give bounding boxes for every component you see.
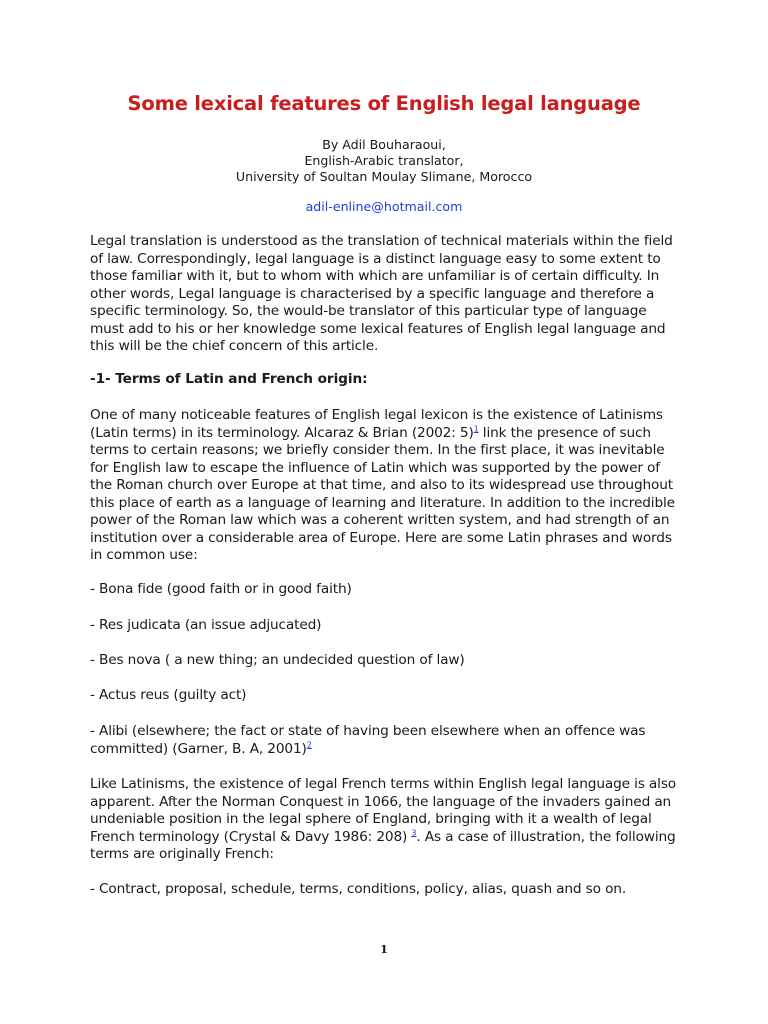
section-heading: -1- Terms of Latin and French origin: (90, 371, 368, 387)
alibi-text: - Alibi (elsewhere; the fact or state of having been elsewhere when an offence was committed) (Garner, B. A, 2001) (90, 723, 646, 757)
french-paragraph-text-1: Like Latinisms, the existence of legal French terms within English legal language is also apparent. After the Norman Conquest in 1066, the language of the invaders gained an undeniable position in the legal sphere of England, bringing with it a wealth of legal French terminology (Crystal & Davy 1986: 208) (90, 776, 677, 845)
french-paragraph-text-2: . As a case of illustration, the following terms are originally French: (90, 828, 676, 862)
intro-paragraph: Legal translation is understood as the translation of technical materials within the field of law. Correspondingly, legal language is a distinct language easy to some extent to those familiar with it, but to whom with which are unfamiliar is of certain difficulty. In other words, Legal language is characterised by a specific language and therefore a specific terminology. So, the would-be translator of this particular type of language must add to his or her knowledge some lexical features of English legal language and this will be the chief concern of this article. (90, 233, 673, 354)
latin-term-item-alibi (90, 723, 690, 758)
french-term-item: - Contract, proposal, schedule, terms, conditions, policy, alias, quash and so on. (90, 881, 627, 897)
latin-term-item: - Actus reus (guilty act) (90, 687, 247, 703)
french-paragraph (90, 776, 680, 864)
page-number: 1 (379, 942, 388, 956)
email-line (0, 199, 768, 215)
email-link[interactable]: adil-enline@hotmail.com (305, 199, 463, 214)
latin-term-item: - Bona fide (good faith or in good faith) (90, 581, 352, 597)
footnote-ref-1[interactable]: 1 (473, 423, 479, 433)
footnote-ref-3[interactable]: 3 (411, 827, 417, 837)
author-byline (0, 137, 768, 185)
latin-term-item: - Bes nova ( a new thing; an undecided question of law) (90, 652, 465, 668)
latin-paragraph (90, 407, 680, 565)
author-name: By Adil Bouharaoui, (322, 137, 446, 152)
latin-term-item: - Res judicata (an issue adjucated) (90, 617, 322, 633)
latin-paragraph-text-2: link the presence of such terms to certain reasons; we briefly consider them. In the first place, it was inevitable for English law to escape the influence of Latin which was supported by the power of the Roman church over Europe at that time, and also to its widespread use throughout this place of earth as a language of learning and literature. In addition to the incredible power of the Roman law which was a coherent written system, and had strength of an institution over a considerable area of Europe. Here are some Latin phrases and words in common use: (90, 424, 675, 563)
footnote-ref-2[interactable]: 2 (306, 739, 312, 749)
document-title: Some lexical features of English legal language (127, 92, 641, 115)
author-role: English-Arabic translator, (304, 153, 464, 168)
author-affiliation: University of Soultan Moulay Slimane, Morocco (235, 169, 533, 184)
latin-paragraph-text-1: One of many noticeable features of English legal lexicon is the existence of Latinisms (Latin terms) in its terminology. Alcaraz & Brian (2002: 5) (90, 407, 663, 441)
